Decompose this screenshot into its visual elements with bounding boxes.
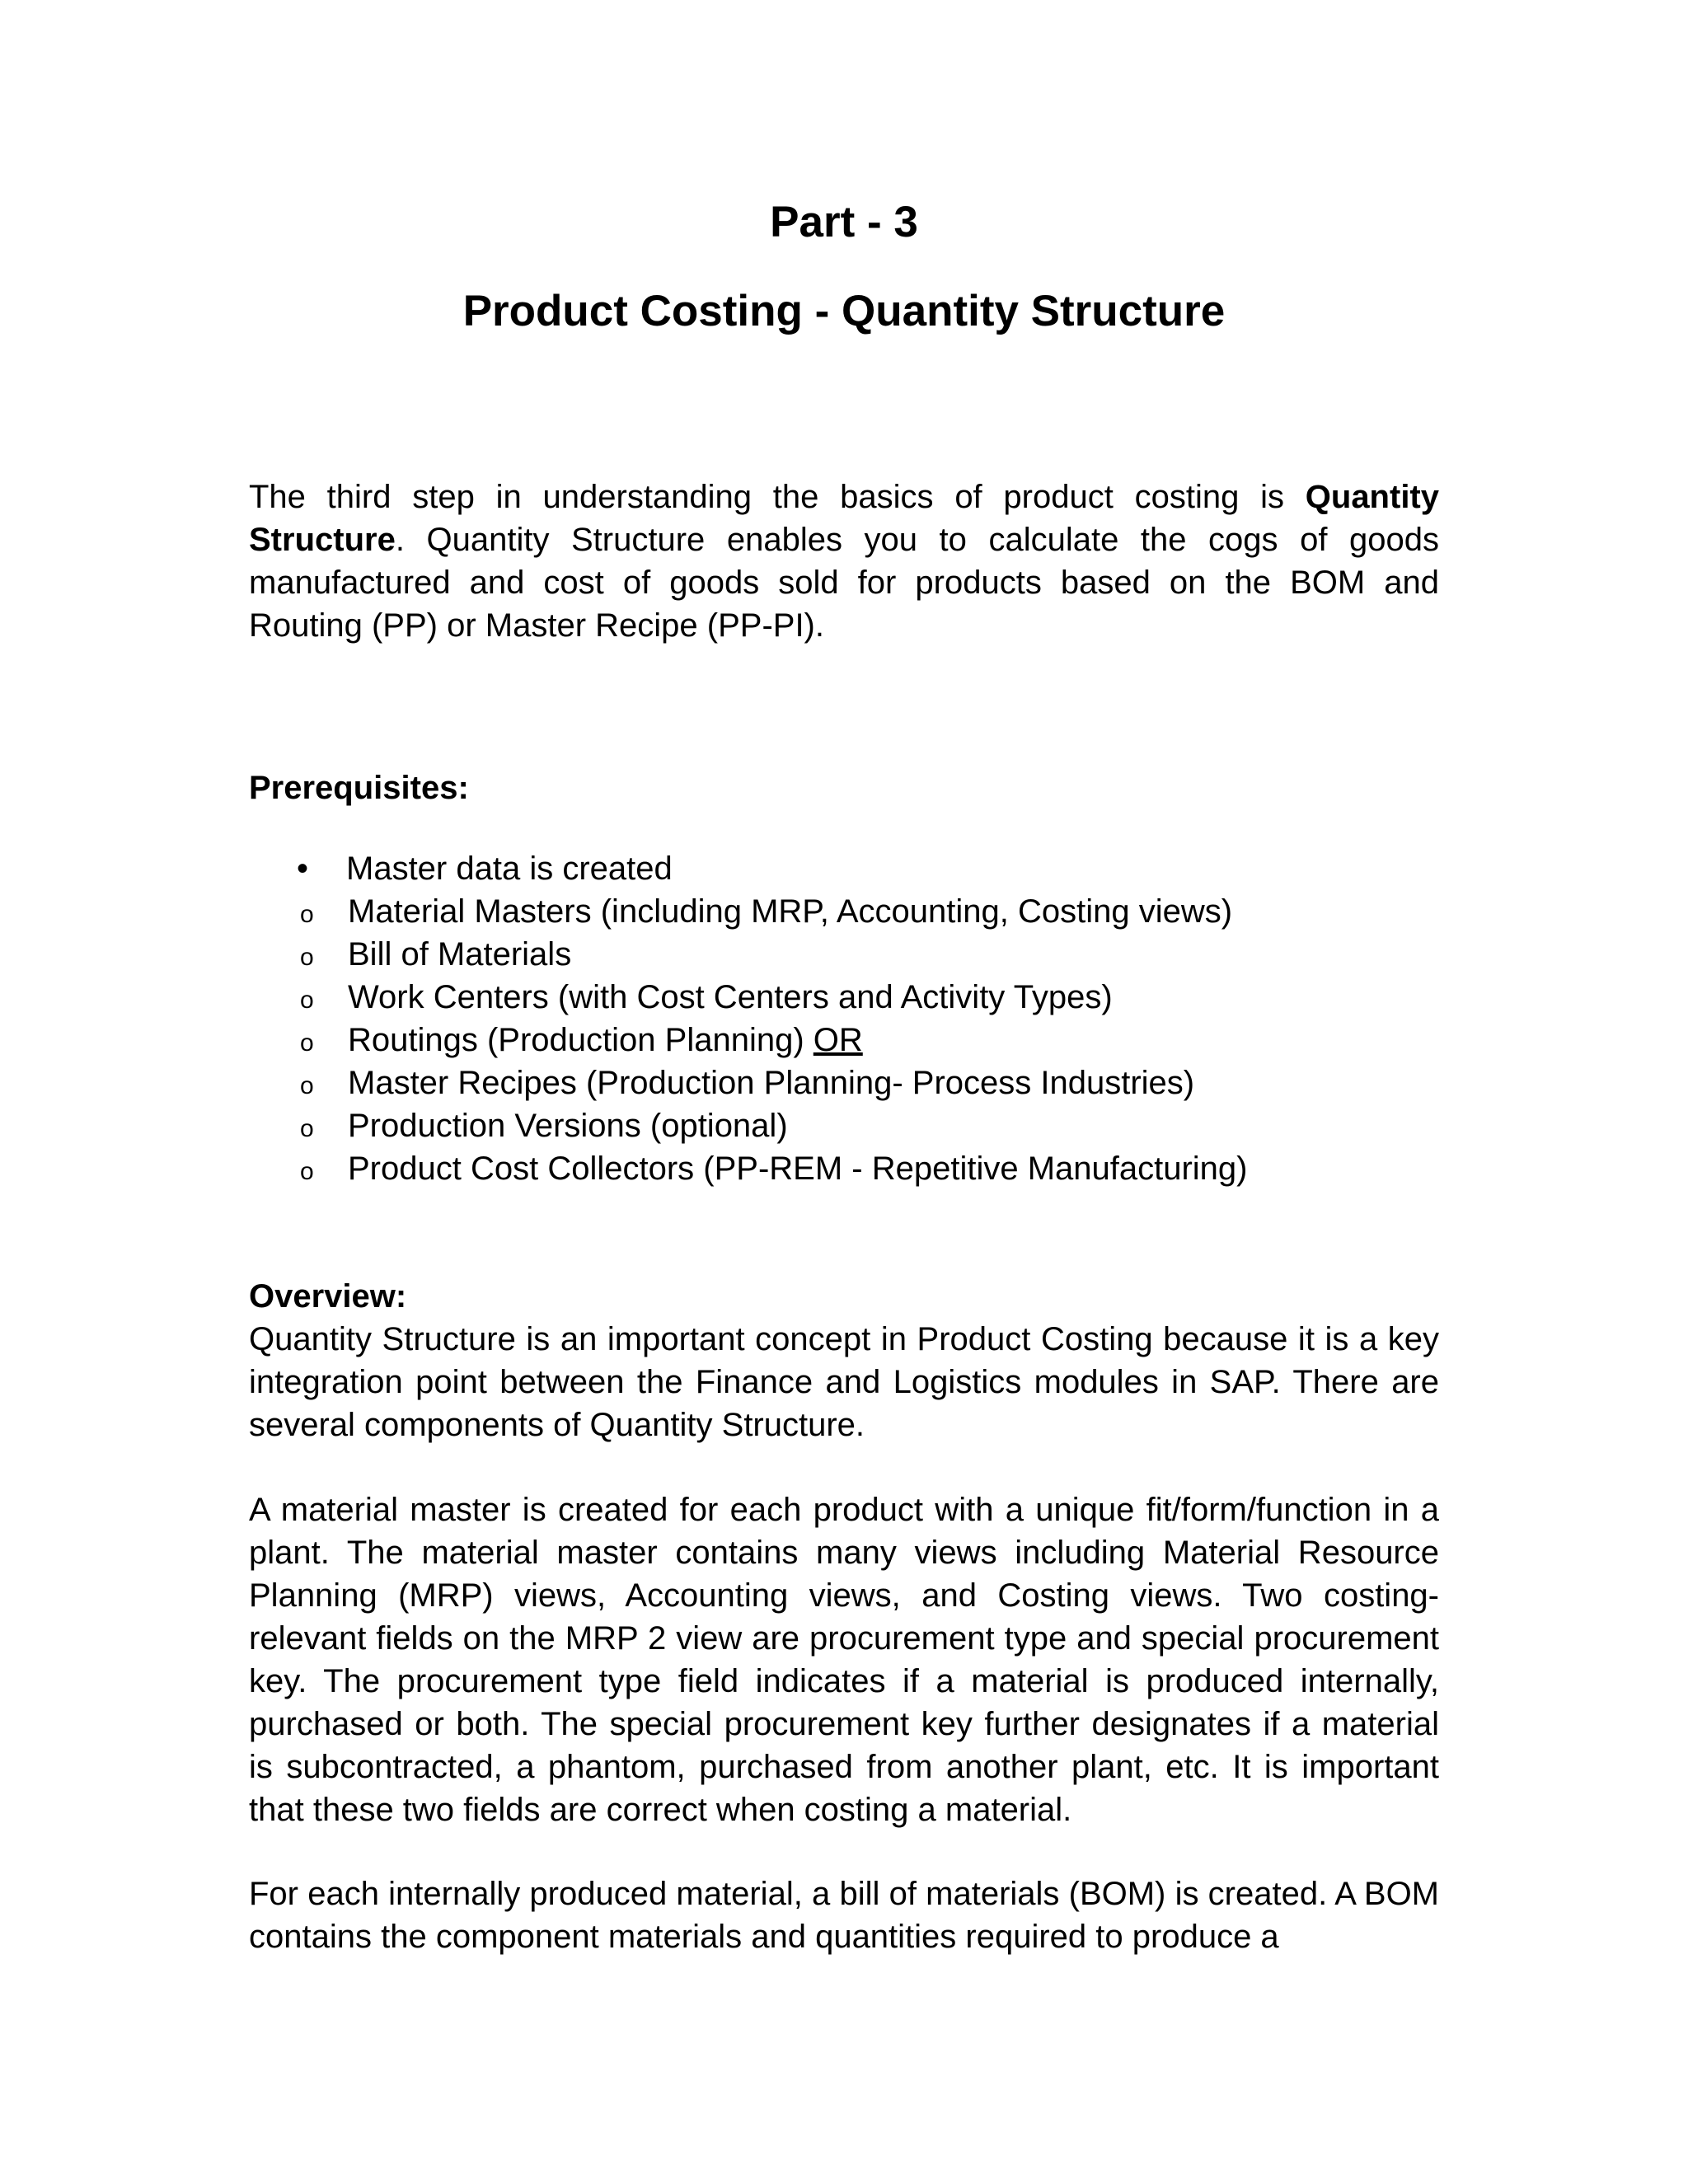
sublist-item-label: Material Masters (including MRP, Accounting, Costing views) (348, 893, 1233, 930)
list-item (300, 933, 1439, 976)
sublist-item-label: Routings (Production Planning) (348, 1022, 814, 1058)
prerequisites-list (249, 847, 1439, 890)
overview-paragraph-3: For each internally produced material, a bill of materials (BOM) is created. A BOM contains the component materials and quantities required to produce a (249, 1876, 1439, 1955)
circle-bullet-icon: o (300, 1115, 314, 1142)
circle-bullet-icon: o (300, 901, 314, 928)
list-item (300, 1104, 1439, 1147)
overview-heading: Overview: (249, 1278, 407, 1315)
list-item (249, 847, 1439, 890)
master-data-sublist (300, 890, 1439, 1190)
intro-bold-term: Quantity Structure (249, 479, 1439, 558)
sublist-item-label: Master Recipes (Production Planning- Process Industries) (348, 1065, 1195, 1101)
overview-paragraph-1: Quantity Structure is an important concept in Product Costing because it is a key integration point between the Finance and Logistics modules in SAP. There are several components of Quantity Structure. (249, 1321, 1439, 1443)
circle-bullet-icon: o (300, 987, 314, 1014)
list-item (300, 890, 1439, 933)
intro-paragraph (249, 476, 1439, 647)
bullet-icon: • (297, 851, 309, 887)
bullet-text: Master data is created (346, 851, 673, 887)
intro-text-after: . Quantity Structure enables you to calculate the cogs of goods manufactured and cost of goods sold for products based on the BOM and Routing (PP) or Master Recipe (PP-PI). (249, 522, 1439, 644)
circle-bullet-icon: o (300, 1029, 314, 1057)
list-item (300, 1019, 1439, 1062)
list-item (300, 976, 1439, 1019)
part-heading: Part - 3 (770, 198, 918, 246)
sublist-item-label: Work Centers (with Cost Centers and Activity Types) (348, 979, 1113, 1015)
prerequisites-heading: Prerequisites: (249, 770, 469, 806)
overview-paragraph-2: A material master is created for each product with a unique fit/form/function in a plant. The material master contains many views including Material Resource Planning (MRP) views, Accounting views, and Costing views. Two costing-relevant fields on the MRP 2 view are procurement type and special procurement key. The procurement type field indicates if a material is produced internally, purchased or both. The special procurement key further designates if a material is subcontracted, a phantom, purchased from another plant, etc. It is important that these two fields are correct when costing a material. (249, 1492, 1439, 1828)
document-title: Product Costing - Quantity Structure (462, 287, 1226, 335)
sublist-item-label: Bill of Materials (348, 936, 572, 972)
sublist-item-label: Product Cost Collectors (PP-REM - Repetitive Manufacturing) (348, 1151, 1248, 1187)
circle-bullet-icon: o (300, 944, 314, 971)
sublist-item-label: Production Versions (optional) (348, 1108, 788, 1144)
intro-text-before: The third step in understanding the basics of product costing is (249, 479, 1306, 515)
or-label: OR (813, 1022, 863, 1058)
circle-bullet-icon: o (300, 1072, 314, 1099)
list-item (300, 1062, 1439, 1104)
circle-bullet-icon: o (300, 1158, 314, 1185)
list-item (300, 1147, 1439, 1190)
